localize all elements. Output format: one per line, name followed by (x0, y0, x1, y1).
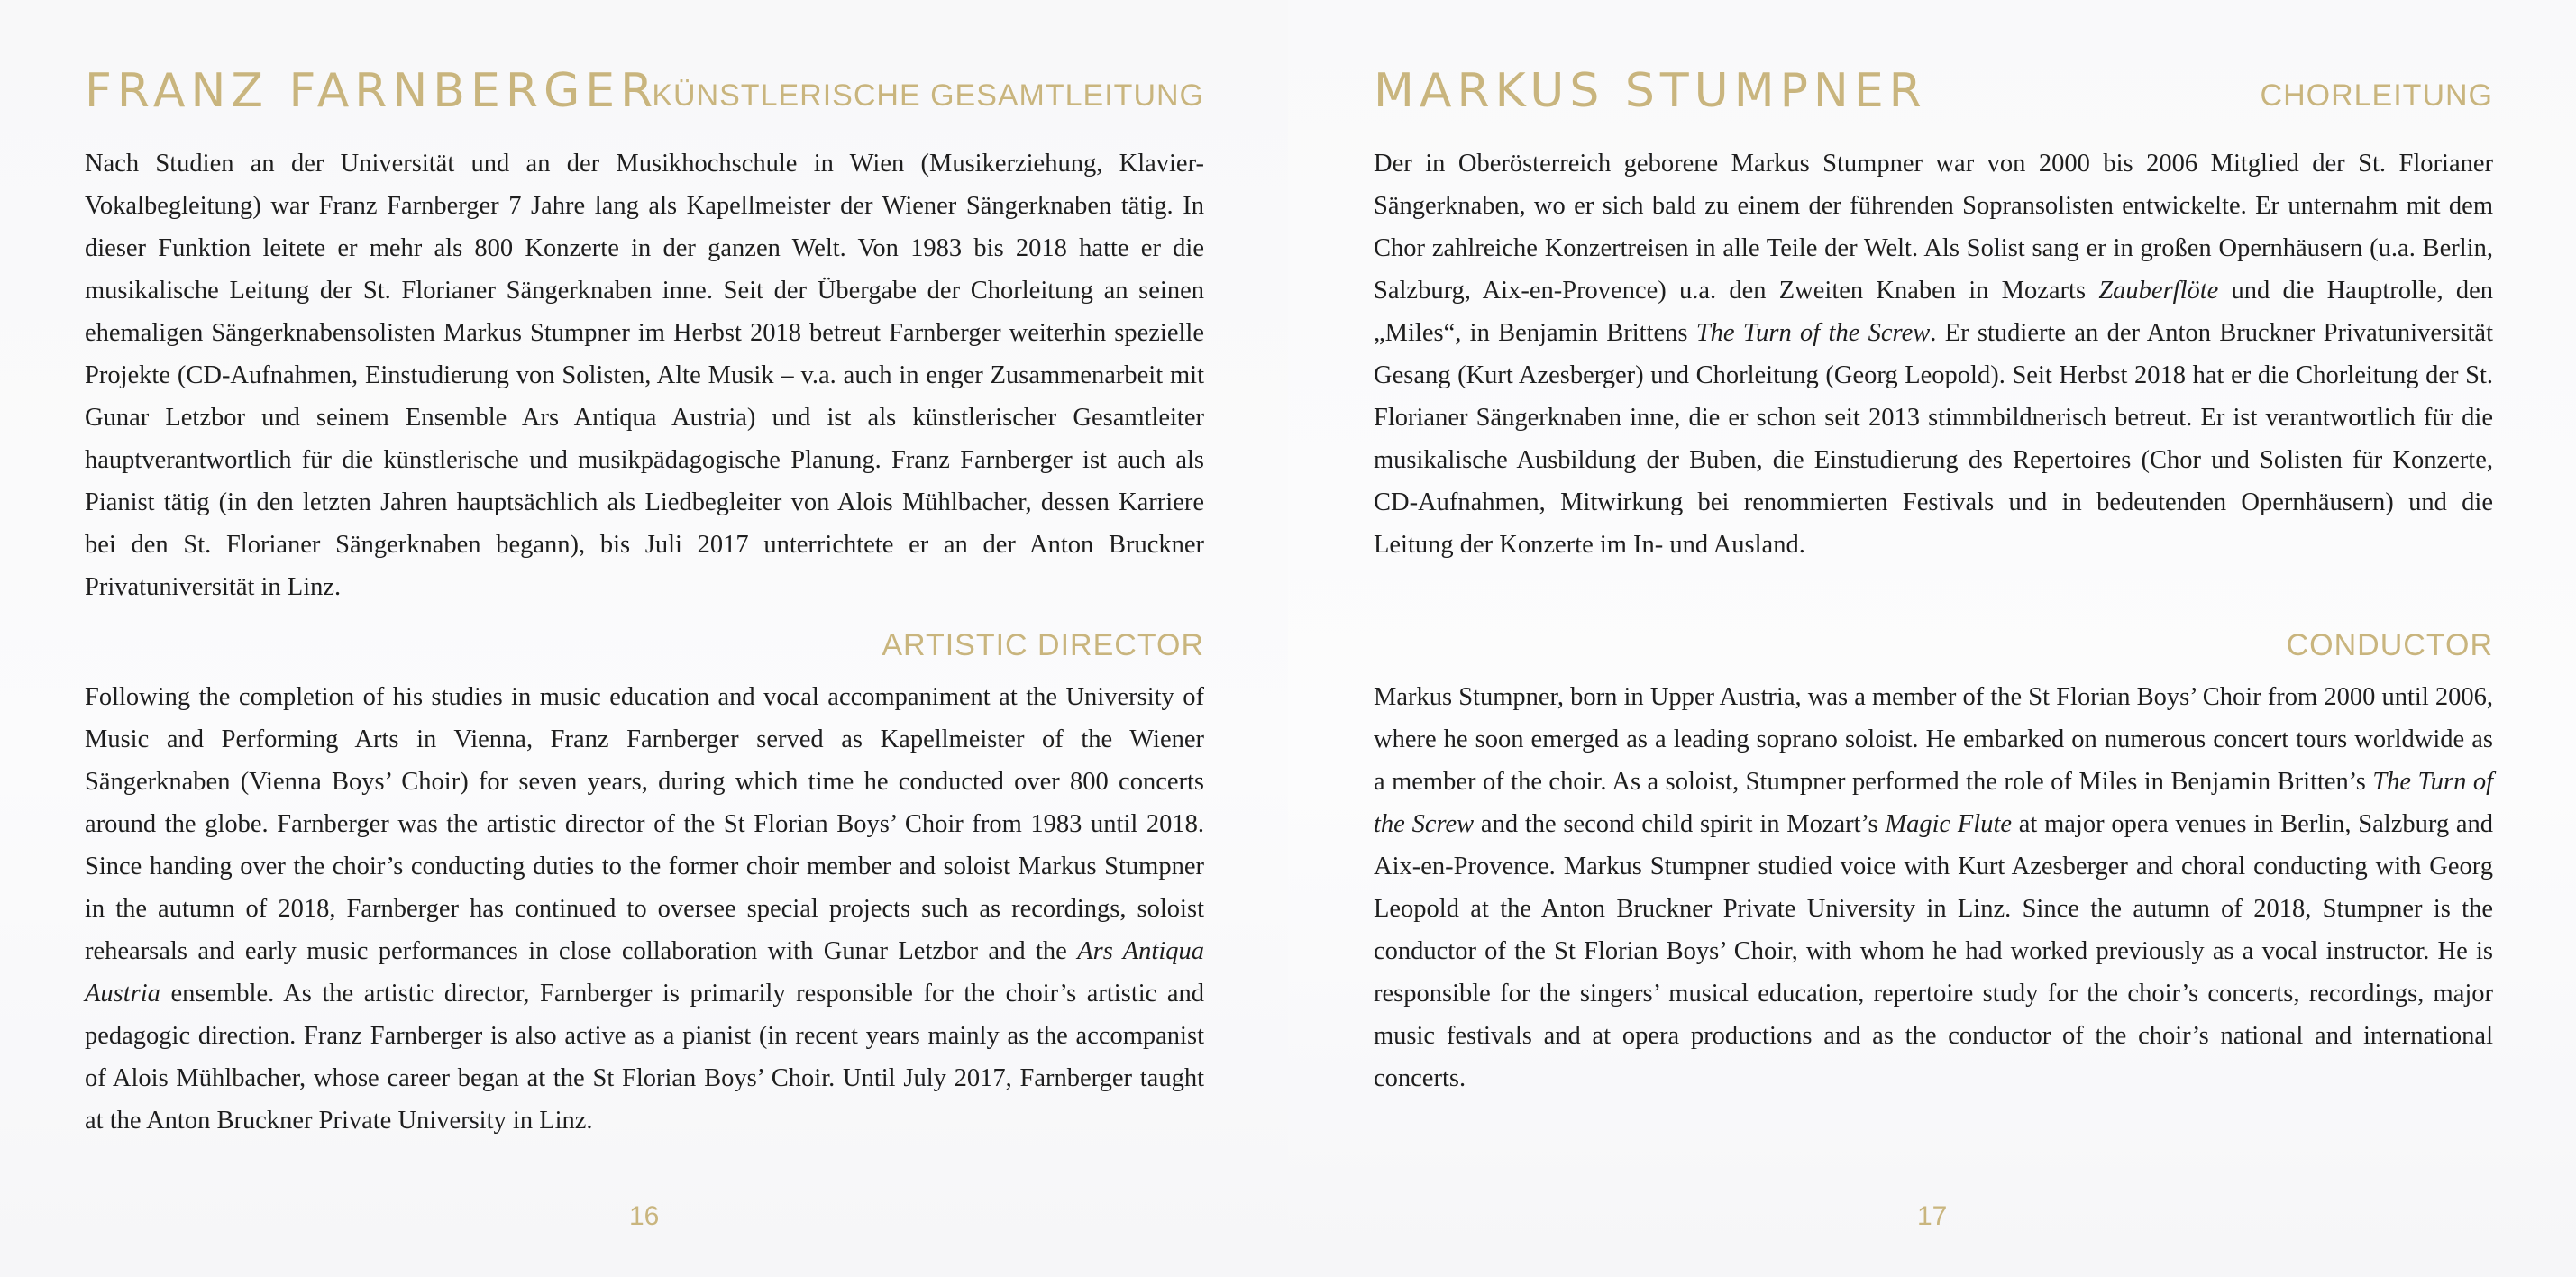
bio-text-segment: Markus Stumpner, born in Upper Austria, was a member of the St Florian Boys’ Choir from 2000 until 2006, where he soon emerged as a leading soprano soloist. He embarked on numerous concert tours worldwide as a member of the choir. As a soloist, Stumpner performed the role of Miles in Benjamin Britten’s (1374, 683, 2493, 796)
right-page (1288, 0, 2576, 1277)
person-name-stumpner: MARKUS STUMPNER (1374, 64, 1927, 118)
biography-english (1374, 676, 2493, 1099)
role-heading-en: CONDUCTOR (2286, 628, 2493, 662)
bio-text-segment: at major opera venues in Berlin, Salzburg and Aix-en-Provence. Markus Stumpner studied voice with Kurt Azesberger and choral conducting with Georg Leopold at the Anton Bruckner Private University in Linz. Since the autumn of 2018, Stumpner is the conductor of the St Florian Boys’ Choir, with whom he had worked previously as a vocal instructor. He is responsible for the singers’ musical education, repertoire study for the choir’s concerts, recordings, major music festivals and at opera productions and as the conductor of the choir’s national and international concerts. (1374, 810, 2493, 1092)
bio-text-segment: Der in Oberösterreich geborene Markus Stumpner war von 2000 bis 2006 Mitglied der St. Florianer Sängerknaben, wo er sich bald zu einem der führenden Sopransolisten entwickelte. Er unternahm mit dem Chor zahlreiche Konzertreisen in alle Teile der Welt. Als Solist sang er in großen Opernhäusern (u.a. Berlin, Salzburg, Aix-en-Provence) u.a. den Zweiten Knaben in Mozarts (1374, 150, 2493, 305)
biography-german (1374, 142, 2493, 566)
left-header (85, 59, 1204, 123)
page-number: 16 (629, 1201, 660, 1231)
bio-text-segment: und die Hauptrolle, den „Miles“, in Benjamin Brittens (1374, 277, 2493, 347)
right-header (1374, 59, 2493, 123)
page-number: 17 (1917, 1201, 1948, 1231)
bio-italic-title: The Turn of the Screw (1374, 768, 2493, 838)
biography-german: Nach Studien an der Universität und an der Musikhochschule in Wien (Musikerziehung, Klavier-Vokalbegleitung) war Franz Farnberger 7 Jahre lang als Kapellmeister der Wiener Sängerknaben tätig. In dieser Funktion leitete er mehr als 800 Konzerte in der ganzen Welt. Von 1983 bis 2018 hatte er die musikalische Leitung der St. Florianer Sängerknaben inne. Seit der Übergabe der Chorleitung an seinen ehemaligen Sängerknabensolisten Markus Stumpner im Herbst 2018 betreut Farnberger weiterhin spezielle Projekte (CD-Aufnahmen, Einstudierung von Solisten, Alte Musik – v.a. auch in enger Zusammenarbeit mit Gunar Letzbor und seinem Ensemble Ars Antiqua Austria) und ist als künstlerischer Gesamtleiter hauptverantwortlich für die künstlerische und musikpädagogische Planung. Franz Farnberger ist auch als Pianist tätig (in den letzten Jahren hauptsächlich als Liedbegleiter von Alois Mühlbacher, dessen Karriere bei den St. Florianer Sängerknaben begann), bis Juli 2017 unterrichtete er an der Anton Bruckner Privatuniversität in Linz. (85, 150, 1204, 601)
role-heading-de: CHORLEITUNG (2260, 78, 2493, 113)
bio-italic-title: Magic Flute (1885, 810, 2013, 838)
biography-english (85, 676, 1204, 1142)
bio-text-segment: ensemble. As the artistic director, Farnberger is primarily responsible for the choir’s artistic and pedagogic direction. Franz Farnberger is also active as a pianist (in recent years mainly as the accompanist of Alois Mühlbacher, whose career began at the St Florian Boys’ Choir. Until July 2017, Farnberger taught at the Anton Bruckner Private University in Linz. (85, 980, 1204, 1135)
bio-text-segment: and the second child spirit in Mozart’s (1474, 810, 1886, 838)
person-name-farnberger: FRANZ FARNBERGER (85, 64, 659, 118)
bio-text-segment: . Er studierte an der Anton Bruckner Privatuniversität Gesang (Kurt Azesberger) und Chorleitung (Georg Leopold). Seit Herbst 2018 hat er die Chorleitung der St. Florianer Sängerknaben inne, die er schon seit 2013 stimmbildnerisch betreut. Er ist verantwortlich für die musikalische Ausbildung der Buben, die Einstudierung des Repertoires (Chor und Solisten für Konzerte, CD-Aufnahmen, Mitwirkung bei renommierten Festivals und in bedeutenden Opernhäusern) und die Leitung der Konzerte im In- und Ausland. (1374, 319, 2493, 559)
bio-italic-title: Ars Antiqua Austria (85, 937, 1204, 1008)
role-heading-de: KÜNSTLERISCHE GESAMTLEITUNG (652, 78, 1204, 113)
bio-italic-title: Zauberflöte (2098, 277, 2219, 305)
bio-text-segment: Following the completion of his studies in music education and vocal accompaniment at the University of Music and Performing Arts in Vienna, Franz Farnberger served as Kapellmeister of the Wiener Sängerknaben (Vienna Boys’ Choir) for seven years, during which time he conducted over 800 concerts around the globe. Farnberger was the artistic director of the St Florian Boys’ Choir from 1983 until 2018. Since handing over the choir’s conducting duties to the former choir member and soloist Markus Stumpner in the autumn of 2018, Farnberger has continued to oversee special projects such as recordings, soloist rehearsals and early music performances in close collaboration with Gunar Letzbor and the (85, 683, 1204, 965)
bio-italic-title: The Turn of the Screw (1695, 319, 1931, 347)
role-heading-en: ARTISTIC DIRECTOR (882, 628, 1204, 662)
